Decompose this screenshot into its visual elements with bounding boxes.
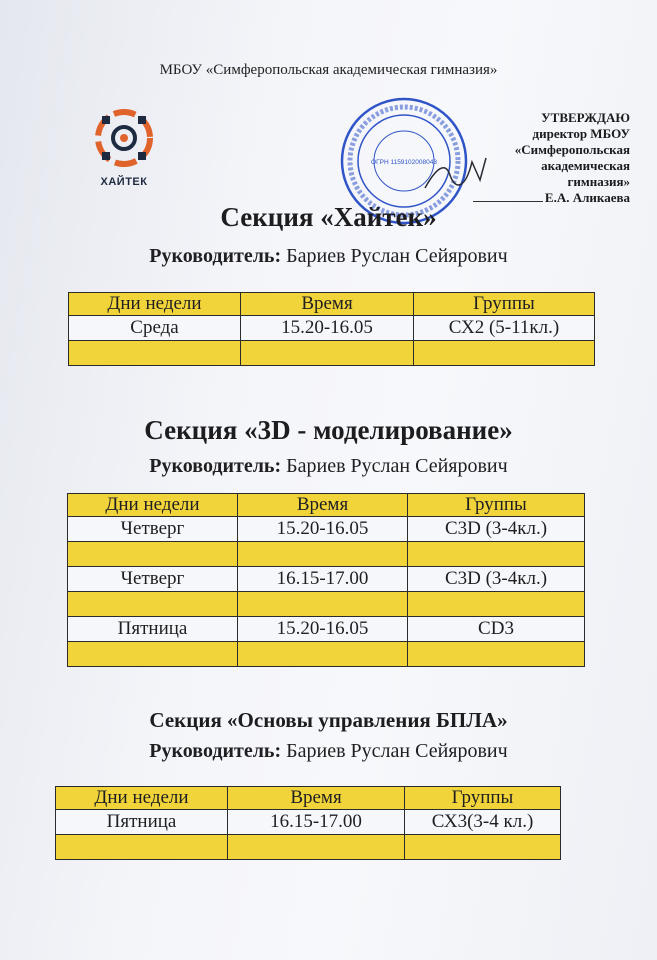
cell-time: 15.20-16.05: [238, 517, 408, 542]
table-row: [68, 567, 585, 592]
cell-day: Пятница: [68, 617, 238, 642]
school-name: МБОУ «Симферопольская академическая гимназия»: [159, 62, 498, 78]
cell-group: С3D (3-4кл.): [408, 517, 585, 542]
signature-icon: [420, 150, 490, 195]
col-header-days: Дни недели: [68, 494, 238, 517]
table-row-empty: [68, 642, 585, 667]
table-row: [68, 617, 585, 642]
schedule-table-3d: [67, 493, 585, 667]
leader-name: Бариев Руслан Сейярович: [286, 740, 508, 762]
leader-line-1: [0, 245, 657, 268]
schedule-table-haytek: [68, 292, 595, 366]
col-header-days: Дни недели: [69, 293, 241, 316]
gear-logo-icon: [88, 104, 160, 174]
table-row-empty: [68, 592, 585, 617]
col-header-groups: Группы: [408, 494, 585, 517]
cell-time: 15.20-16.05: [238, 617, 408, 642]
table-row: [68, 517, 585, 542]
col-header-time: Время: [238, 494, 408, 517]
schedule-table-bpla: [55, 786, 561, 860]
table-row-empty: [69, 341, 595, 366]
approve-title: УТВЕРЖДАЮ: [541, 110, 630, 125]
table-row-empty: [68, 542, 585, 567]
leader-label: Руководитель:: [149, 455, 282, 477]
leader-line-2: [0, 455, 657, 478]
col-header-time: Время: [228, 787, 405, 810]
leader-line-3: [0, 740, 657, 763]
table-row: [69, 316, 595, 341]
cell-time: 16.15-17.00: [228, 810, 405, 835]
section-title-haytek: Секция «Хайтек»: [220, 202, 437, 232]
table-row-empty: [56, 835, 561, 860]
leader-name: Бариев Руслан Сейярович: [286, 455, 508, 477]
approve-line1: директор МБОУ: [532, 126, 630, 141]
cell-group: СD3: [408, 617, 585, 642]
stamp-ogrn: ОГРН 1159102008043: [371, 159, 437, 166]
cell-group: СХ3(3-4 кл.): [405, 810, 561, 835]
section-title-bpla: Секция «Основы управления БПЛА»: [149, 708, 508, 732]
cell-day: Четверг: [68, 567, 238, 592]
cell-day: Четверг: [68, 517, 238, 542]
leader-label: Руководитель:: [149, 245, 282, 267]
col-header-days: Дни недели: [56, 787, 228, 810]
leader-label: Руководитель:: [149, 740, 282, 762]
approve-line2: «Симферопольская академическая: [514, 142, 630, 173]
cell-group: С3D (3-4кл.): [408, 567, 585, 592]
col-header-time: Время: [241, 293, 414, 316]
col-header-groups: Группы: [414, 293, 595, 316]
cell-group: СХ2 (5-11кл.): [414, 316, 595, 341]
cell-time: 16.15-17.00: [238, 567, 408, 592]
cell-day: Среда: [69, 316, 241, 341]
logo-caption: ХАЙТЕК: [100, 176, 148, 188]
cell-time: 15.20-16.05: [241, 316, 414, 341]
leader-name: Бариев Руслан Сейярович: [286, 245, 508, 267]
approve-signer: Е.А. Аликаева: [544, 190, 630, 205]
approve-line3: гимназия»: [567, 174, 630, 189]
haytek-logo: [88, 104, 160, 196]
cell-day: Пятница: [56, 810, 228, 835]
col-header-groups: Группы: [405, 787, 561, 810]
section-title-3d: Секция «3D - моделирование»: [144, 415, 513, 445]
table-row: [56, 810, 561, 835]
